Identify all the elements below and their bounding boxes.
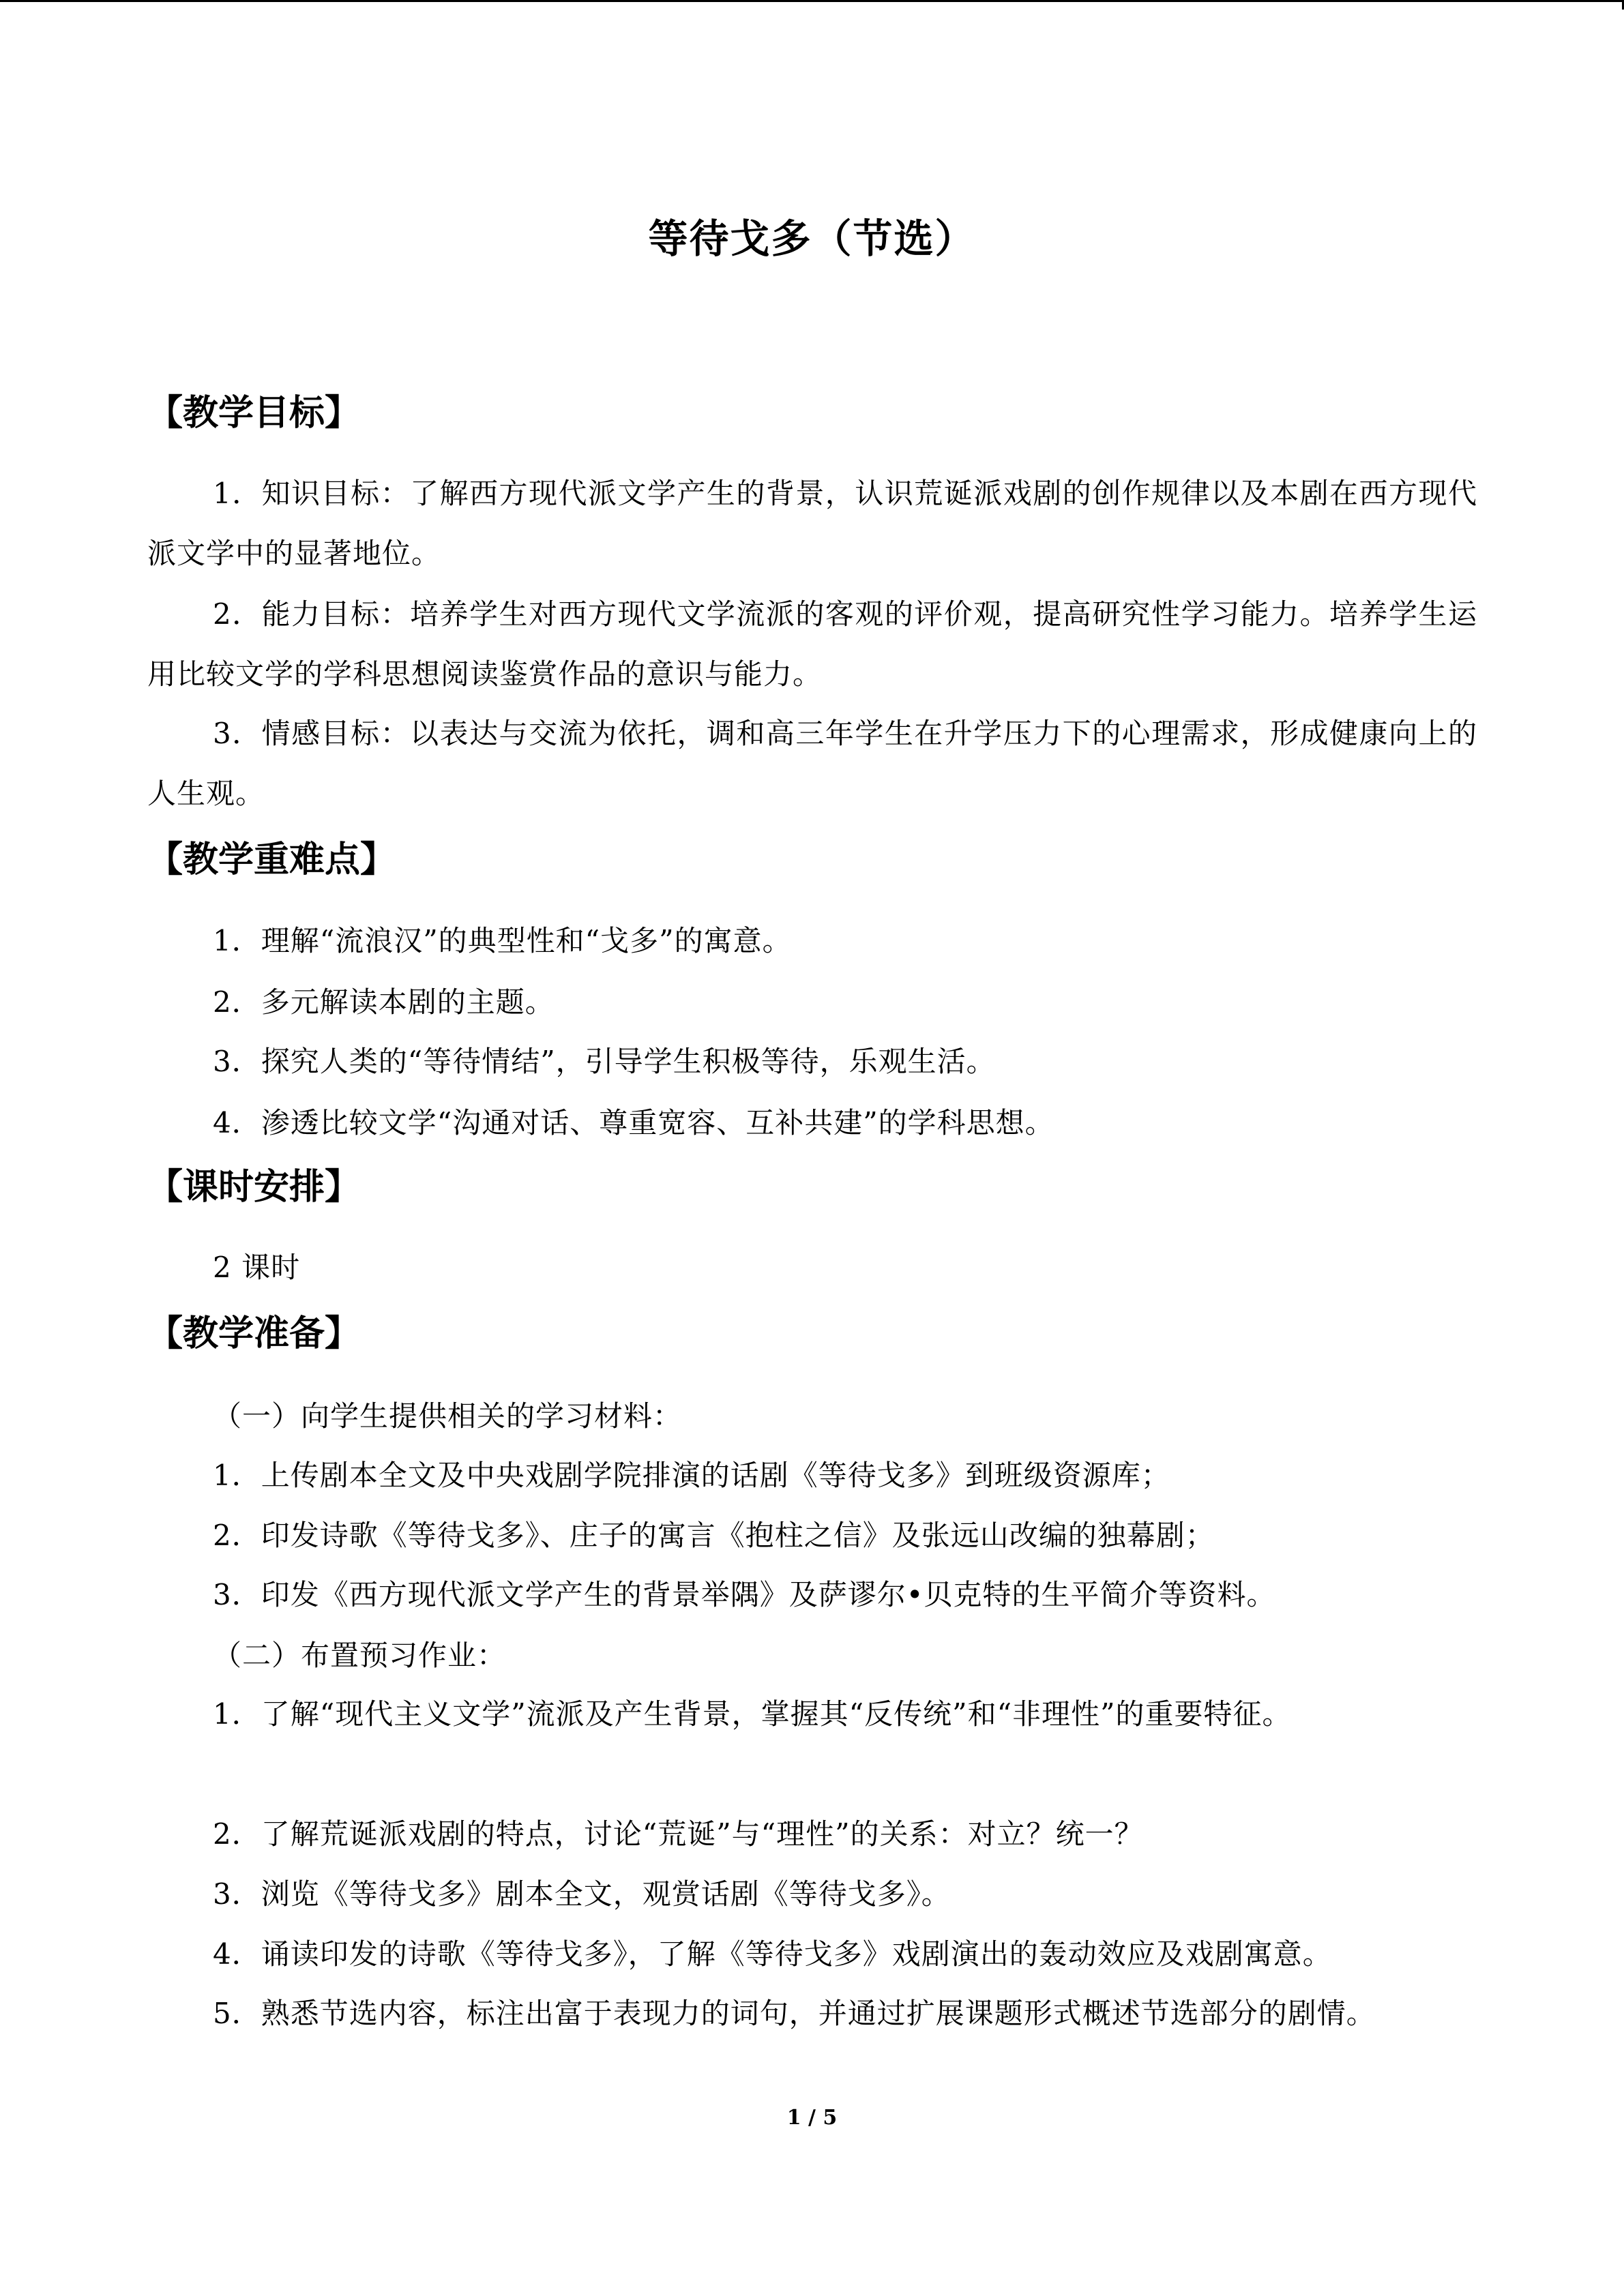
document-title: 等待戈多（节选） bbox=[648, 215, 976, 262]
key-point-item-4: 4．渗透比较文学“沟通对话、尊重宽容、互补共建”的学科思想。 bbox=[213, 1106, 1054, 1139]
key-point-item-2: 2．多元解读本剧的主题。 bbox=[213, 985, 555, 1019]
page-number: 1 / 5 bbox=[786, 2106, 838, 2130]
preparation-part1-label: （一）向学生提供相关的学习材料： bbox=[213, 1399, 683, 1433]
preparation-part2-item-4: 4．诵读印发的诗歌《等待戈多》，了解《等待戈多》戏剧演出的轰动效应及戏剧寓意。 bbox=[213, 1937, 1332, 1971]
objective-item-1: 1．知识目标：了解西方现代派文学产生的背景，认识荒诞派戏剧的创作规律以及本剧在西方现代派文学中的显著地位。 bbox=[147, 477, 1477, 570]
preparation-part1-item-3: 3．印发《西方现代派文学产生的背景举隅》及萨谬尔•贝克特的生平简介等资料。 bbox=[213, 1578, 1276, 1611]
key-point-item-3: 3．探究人类的“等待情结”，引导学生积极等待，乐观生活。 bbox=[213, 1045, 996, 1078]
preparation-part2-item-5: 5．熟悉节选内容，标注出富于表现力的词句，并通过扩展课题形式概述节选部分的剧情。 bbox=[213, 1997, 1376, 2030]
heading-preparation: 【教学准备】 bbox=[147, 1313, 361, 1354]
heading-objectives: 【教学目标】 bbox=[147, 393, 361, 434]
preparation-part1-item-2: 2．印发诗歌《等待戈多》、庄子的寓言《抱柱之信》及张远山改编的独幕剧； bbox=[213, 1519, 1215, 1552]
preparation-part2-item-1: 1．了解“现代主义文学”流派及产生背景，掌握其“反传统”和“非理性”的重要特征。 bbox=[213, 1697, 1292, 1731]
preparation-part2-item-3: 3．浏览《等待戈多》剧本全文，观赏话剧《等待戈多》。 bbox=[213, 1877, 951, 1911]
page-top-rule bbox=[0, 0, 1624, 2]
heading-key-points: 【教学重难点】 bbox=[147, 839, 396, 880]
preparation-part2-label: （二）布置预习作业： bbox=[213, 1639, 507, 1672]
schedule-text: 2 课时 bbox=[213, 1251, 301, 1284]
objective-item-3: 3．情感目标：以表达与交流为依托，调和高三年学生在升学压力下的心理需求，形成健康向上的人生观。 bbox=[147, 717, 1477, 810]
heading-schedule: 【课时安排】 bbox=[147, 1167, 361, 1208]
preparation-part2-item-2: 2．了解荒诞派戏剧的特点，讨论“荒诞”与“理性”的关系：对立？统一？ bbox=[213, 1817, 1144, 1851]
key-point-item-1: 1．理解“流浪汉”的典型性和“戈多”的寓意。 bbox=[213, 924, 792, 957]
objective-item-2: 2．能力目标：培养学生对西方现代文学流派的客观的评价观，提高研究性学习能力。培养学生运用比较文学的学科思想阅读鉴赏作品的意识与能力。 bbox=[147, 597, 1477, 691]
preparation-part1-item-1: 1．上传剧本全文及中央戏剧学院排演的话剧《等待戈多》到班级资源库； bbox=[213, 1459, 1170, 1492]
